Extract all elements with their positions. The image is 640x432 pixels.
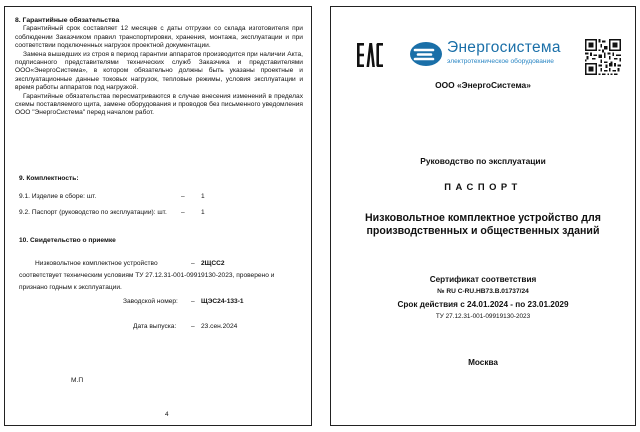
certificate-title: Сертификат соответствия bbox=[429, 275, 537, 284]
certificate-tu: ТУ 27.12.31-001-09919130-2023 bbox=[435, 313, 531, 320]
brand-name: Энергосистема bbox=[447, 39, 561, 56]
release-date-value: 23.сен.2024 bbox=[201, 323, 238, 330]
acceptance-device-dash: – bbox=[191, 260, 195, 267]
certificate-number: № RU C-RU.HB73.B.01737/24 bbox=[437, 288, 529, 295]
completeness-item-1-dash: – bbox=[181, 193, 185, 200]
completeness-item-2-label: 9.2. Паспорт (руководство по эксплуатации): шт. bbox=[19, 209, 167, 216]
release-date-label: Дата выпуска: bbox=[133, 323, 177, 330]
product-title-line-1: Низковольтное комплектное устройство для bbox=[365, 212, 601, 224]
brand-tagline: электротехническое оборудование bbox=[447, 58, 554, 65]
qr-code-icon bbox=[585, 39, 621, 75]
completeness-item-2-value: 1 bbox=[201, 209, 205, 216]
warranty-paragraph-3: Гарантийные обязательства пересматриваются в случае внесения изменений в пределах схемы поставляемого щита, замене оборудования и проводов без письменного уведомления ООО "ЭнергоСистема" перед началом работ. bbox=[15, 92, 303, 117]
energosistema-logo-icon bbox=[409, 41, 443, 67]
city: Москва bbox=[468, 358, 498, 367]
page-right bbox=[330, 6, 636, 426]
serial-number-label: Заводской номер: bbox=[123, 298, 178, 305]
warranty-section bbox=[15, 17, 303, 118]
page-left bbox=[4, 6, 312, 426]
passport-heading: ПАСПОРТ bbox=[444, 181, 522, 192]
product-title-line-2: производственных и общественных зданий bbox=[366, 225, 600, 237]
acceptance-line-3: признано годным к эксплуатации. bbox=[19, 284, 122, 291]
acceptance-device-value: 2ЩСС2 bbox=[201, 260, 225, 267]
release-date-dash: – bbox=[191, 323, 195, 330]
acceptance-line-2: соответствует техническим условиям ТУ 27.12.31-001-09919130-2023, проверено и bbox=[19, 272, 275, 279]
eac-mark-icon bbox=[357, 41, 383, 69]
completeness-title: 9. Комплектность: bbox=[19, 175, 79, 182]
stamp-place: М.П bbox=[71, 377, 84, 384]
completeness-item-1-value: 1 bbox=[201, 193, 205, 200]
acceptance-title: 10. Свидетельство о приемке bbox=[19, 237, 116, 244]
warranty-title: 8. Гарантийные обязательства bbox=[15, 17, 120, 24]
company-name: ООО «ЭнергоСистема» bbox=[435, 80, 531, 90]
certificate-validity: Срок действия с 24.01.2024 - по 23.01.2029 bbox=[397, 300, 569, 309]
completeness-item-1-label: 9.1. Изделие в сборе: шт. bbox=[19, 193, 97, 200]
completeness-item-2-dash: – bbox=[181, 209, 185, 216]
operating-manual-label: Руководство по эксплуатации bbox=[420, 156, 546, 166]
page-number: 4 bbox=[165, 411, 169, 418]
serial-number-dash: – bbox=[191, 298, 195, 305]
warranty-paragraph-2: Замена вышедших из строя в период гарантии аппаратов производится при наличии Акта, подписанного представителями технических служб Заказчика и представителями ООО«ЭнергоСистема», в котором обязательно должны быть указаны проектные и эксплуатационные данные токовых нагрузок, тепловые режимы, условия эксплуатации и время работы аппаратов под нагрузкой. bbox=[15, 50, 303, 92]
serial-number-value: ЩЭС24-133-1 bbox=[201, 298, 244, 305]
acceptance-device-label: Низковольтное комплектное устройство bbox=[35, 260, 158, 267]
warranty-paragraph-1: Гарантийный срок составляет 12 месяцев с даты отгрузки со склада изготовителя при соблюдении Заказчиком правил транспортировки, хранения, монтажа, эксплуатации и при соответствии подключенных нагрузок проектной документации. bbox=[15, 25, 303, 50]
